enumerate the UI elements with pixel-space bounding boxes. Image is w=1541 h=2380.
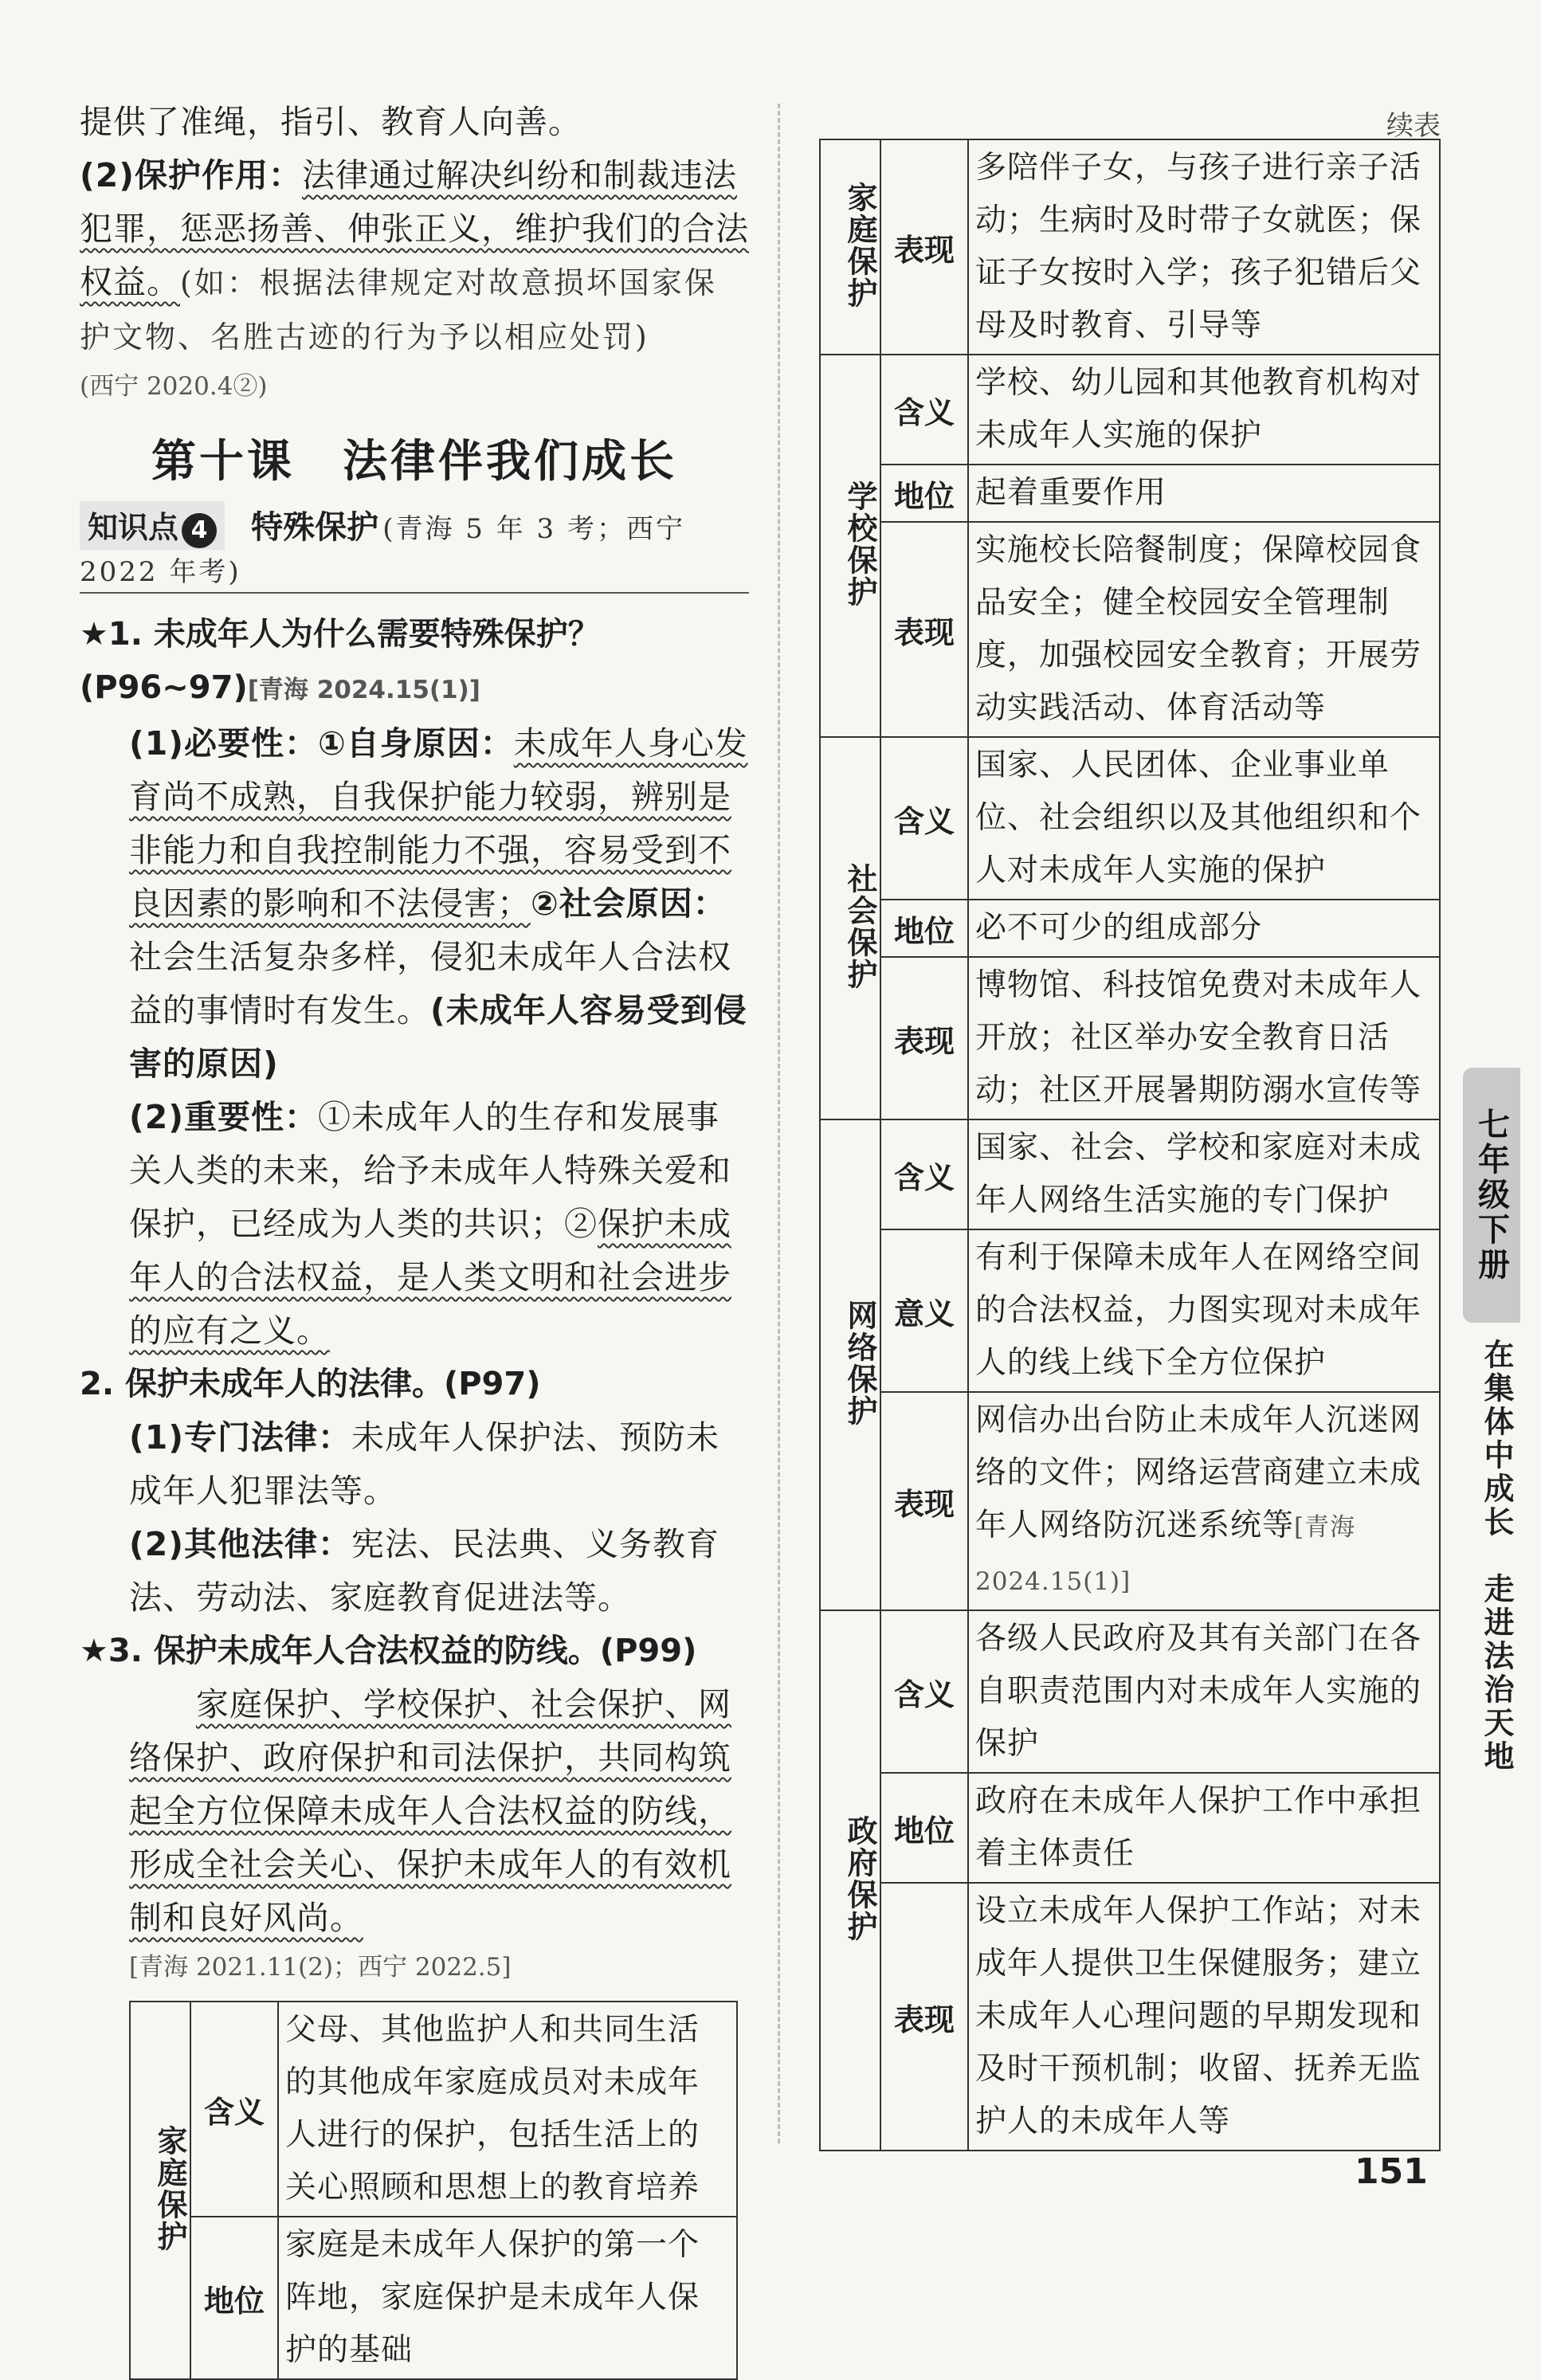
table-row <box>820 1119 1440 1229</box>
table-sub-cell: 含义 <box>880 1119 968 1229</box>
q3-title: ★3. 保护未成年人合法权益的防线。(P99) <box>80 1633 697 1669</box>
protect-text: 法律通过解决纠纷和制裁违法犯罪，惩恶扬善、伸张正义，维护我们的合法权益。 <box>80 156 749 301</box>
table-sub-cell: 表现 <box>880 1883 968 2151</box>
left-table <box>129 2001 738 2380</box>
table-content-cell: 多陪伴子女，与孩子进行亲子活动；生病时及时带子女就医；保证子女按时入学；孩子犯错后父母及时教育、引导等 <box>968 139 1440 355</box>
q2-title: 2. 保护未成年人的法律。(P97) <box>80 1366 541 1402</box>
left-column <box>80 96 749 2380</box>
table-category-cell <box>820 1119 880 1610</box>
q1-p1-text: 未成年人身心发育尚不成熟，自我保护能力较弱，辨别是非能力和自我控制能力不强，容易受到不良因素的影响和不法侵害； <box>129 724 748 923</box>
kp-ref: (青海 5 年 3 考；西宁 2022 年考) <box>80 513 685 588</box>
q2-p2-label: (2)其他法律： <box>129 1525 352 1563</box>
q1-p1-label2: ②社会原因： <box>531 884 727 923</box>
table-row <box>820 355 1440 465</box>
intro-line: 提供了准绳，指引、教育人向善。 <box>80 103 582 141</box>
kp-title: 特殊保护 <box>251 509 379 546</box>
column-divider <box>778 104 780 2143</box>
table-sub-cell: 地位 <box>880 465 968 522</box>
table-row <box>820 957 1440 1119</box>
lesson-title: 第十课 法律伴我们成长 <box>151 436 677 488</box>
q3-ref: [青海 2021.11(2)；西宁 2022.5] <box>129 1953 512 1982</box>
table-sub-cell: 含义 <box>880 1610 968 1773</box>
table-row <box>820 1392 1440 1610</box>
table-sub-cell: 地位 <box>880 1773 968 1883</box>
table-row <box>820 1610 1440 1773</box>
table-content-cell: 起着重要作用 <box>968 465 1440 522</box>
unit-side-text: 在集体中成长 走进法治天地 <box>1479 1339 1514 1774</box>
right-table <box>819 139 1441 2151</box>
table-row <box>820 1773 1440 1883</box>
table-sub-cell: 含义 <box>190 2002 278 2217</box>
table-sub-cell: 含义 <box>880 355 968 465</box>
q1-p1-text2: 社会生活复杂多样，侵犯未成年人合法权益的事情时有发生。 <box>129 938 731 1029</box>
table-content-cell: 国家、社会、学校和家庭对未成年人网络生活实施的专门保护 <box>968 1119 1440 1229</box>
protect-label: (2)保护作用： <box>80 156 303 194</box>
table-content-cell: 博物馆、科技馆免费对未成年人开放；社区举办安全教育日活动；社区开展暑期防溺水宣传等 <box>968 957 1440 1119</box>
table-row <box>130 2002 737 2217</box>
protect-example: (如：根据法律规定对故意损坏国家保护文物、名胜古迹的行为予以相应处罚) <box>80 265 717 355</box>
table-row <box>820 139 1440 355</box>
table-category: 社会保护 <box>842 863 877 990</box>
table-category-cell <box>820 737 880 1119</box>
q2-part1 <box>80 1411 749 1518</box>
q3-paragraph <box>80 1678 749 1945</box>
table-content-cell: 国家、人民团体、企业事业单位、社会组织以及其他组织和个人对未成年人实施的保护 <box>968 737 1440 900</box>
table-content-ref: [青海 2024.15(1)] <box>975 1513 1356 1596</box>
grade-side-tab: 七年级下册 <box>1463 1068 1520 1323</box>
table-row <box>820 737 1440 900</box>
continued-header <box>819 96 1441 142</box>
table-category-cell <box>820 355 880 737</box>
knowledge-point-header <box>80 501 749 594</box>
table-sub-cell: 表现 <box>880 1392 968 1610</box>
table-category-cell <box>130 2002 190 2379</box>
page-number: 151 <box>1355 2151 1428 2192</box>
q2-p1-label: (1)专门法律： <box>129 1418 352 1457</box>
table-sub-cell: 地位 <box>190 2217 278 2379</box>
q1-part1 <box>80 717 749 1091</box>
q1-p2-label: (2)重要性： <box>129 1098 319 1136</box>
q1-part2 <box>80 1091 749 1358</box>
table-content-cell: 各级人民政府及其有关部门在各自职责范围内对未成年人实施的保护 <box>968 1610 1440 1773</box>
table-row <box>820 522 1440 737</box>
protect-ref: (西宁 2020.4②) <box>80 372 268 401</box>
continued-label: 续表 <box>1386 110 1441 142</box>
table-content-text: 网信办出台防止未成年人沉迷网络的文件；网络运营商建立未成年人网络防沉迷系统等 <box>975 1402 1422 1543</box>
q2-part2 <box>80 1518 749 1625</box>
table-content-cell: 学校、幼儿园和其他教育机构对未成年人实施的保护 <box>968 355 1440 465</box>
table-category-cell <box>820 139 880 355</box>
q2-p2-text: 宪法、民法典、义务教育法、劳动法、家庭教育促进法等。 <box>129 1525 720 1617</box>
table-category: 网络保护 <box>842 1300 877 1427</box>
q1-p1-note: (未成年人容易受到侵害的原因) <box>129 991 747 1083</box>
table-content-cell: 父母、其他监护人和共同生活的其他成年家庭成员对未成年人进行的保护，包括生活上的关心照顾和思想上的教育培养 <box>278 2002 737 2217</box>
q1-p2-text: ①未成年人的生存和发展事关人类的未来，给予未成年人特殊关爱和保护，已经成为人类的共识；② <box>129 1098 731 1243</box>
kp-badge-label: 知识点 <box>88 510 179 545</box>
q1-p2-wavy: 保护未成年人的合法权益，是人类文明和社会进步的应有之义。 <box>129 1205 731 1350</box>
protect-paragraph <box>80 149 749 364</box>
table-content-cell: 有利于保障未成年人在网络空间的合法权益，力图实现对未成年人的线上线下全方位保护 <box>968 1229 1440 1392</box>
q1-title <box>80 608 749 717</box>
table-sub-cell: 表现 <box>880 522 968 737</box>
table-category: 学校保护 <box>842 480 877 608</box>
table-row <box>130 2217 737 2379</box>
table-content-cell: 实施校长陪餐制度；保障校园食品安全；健全校园安全管理制度，加强校园安全教育；开展劳动实践活动、体育活动等 <box>968 522 1440 737</box>
q2-p1-text: 未成年人保护法、预防未成年人犯罪法等。 <box>129 1418 720 1510</box>
table-category: 家庭保护 <box>842 182 877 309</box>
q3-text: 家庭保护、学校保护、社会保护、网络保护、政府保护和司法保护，共同构筑起全方位保障未成年人合法权益的防线，形成全社会关心、保护未成年人的有效机制和良好风尚。 <box>129 1685 731 1937</box>
right-column <box>819 96 1441 2151</box>
table-category: 政府保护 <box>842 1815 877 1943</box>
table-content-cell: 必不可少的组成部分 <box>968 900 1440 957</box>
table-content-cell: 政府在未成年人保护工作中承担着主体责任 <box>968 1773 1440 1883</box>
q1-p1-label: (1)必要性：①自身原因： <box>129 724 514 763</box>
q1-title-text: ★1. 未成年人为什么需要特殊保护？(P96~97) <box>80 616 600 706</box>
kp-number: 4 <box>182 513 217 548</box>
kp-badge <box>80 501 225 550</box>
q1-ref: [青海 2024.15(1)] <box>247 676 480 704</box>
table-row <box>820 1883 1440 2151</box>
table-category-cell <box>820 1610 880 2151</box>
table-content-cell: 设立未成年人保护工作站；对未成年人提供卫生保健服务；建立未成年人心理问题的早期发现和及时干预机制；收留、抚养无监护人的未成年人等 <box>968 1883 1440 2151</box>
table-sub-cell: 含义 <box>880 737 968 900</box>
table-sub-cell: 意义 <box>880 1229 968 1392</box>
table-content-cell: 家庭是未成年人保护的第一个阵地，家庭保护是未成年人保护的基础 <box>278 2217 737 2379</box>
table-row <box>820 465 1440 522</box>
table-sub-cell: 表现 <box>880 139 968 355</box>
table-category: 家庭保护 <box>152 2125 187 2253</box>
table-content-cell <box>968 1392 1440 1610</box>
table-row <box>820 1229 1440 1392</box>
table-sub-cell: 表现 <box>880 957 968 1119</box>
table-sub-cell: 地位 <box>880 900 968 957</box>
table-row <box>820 900 1440 957</box>
